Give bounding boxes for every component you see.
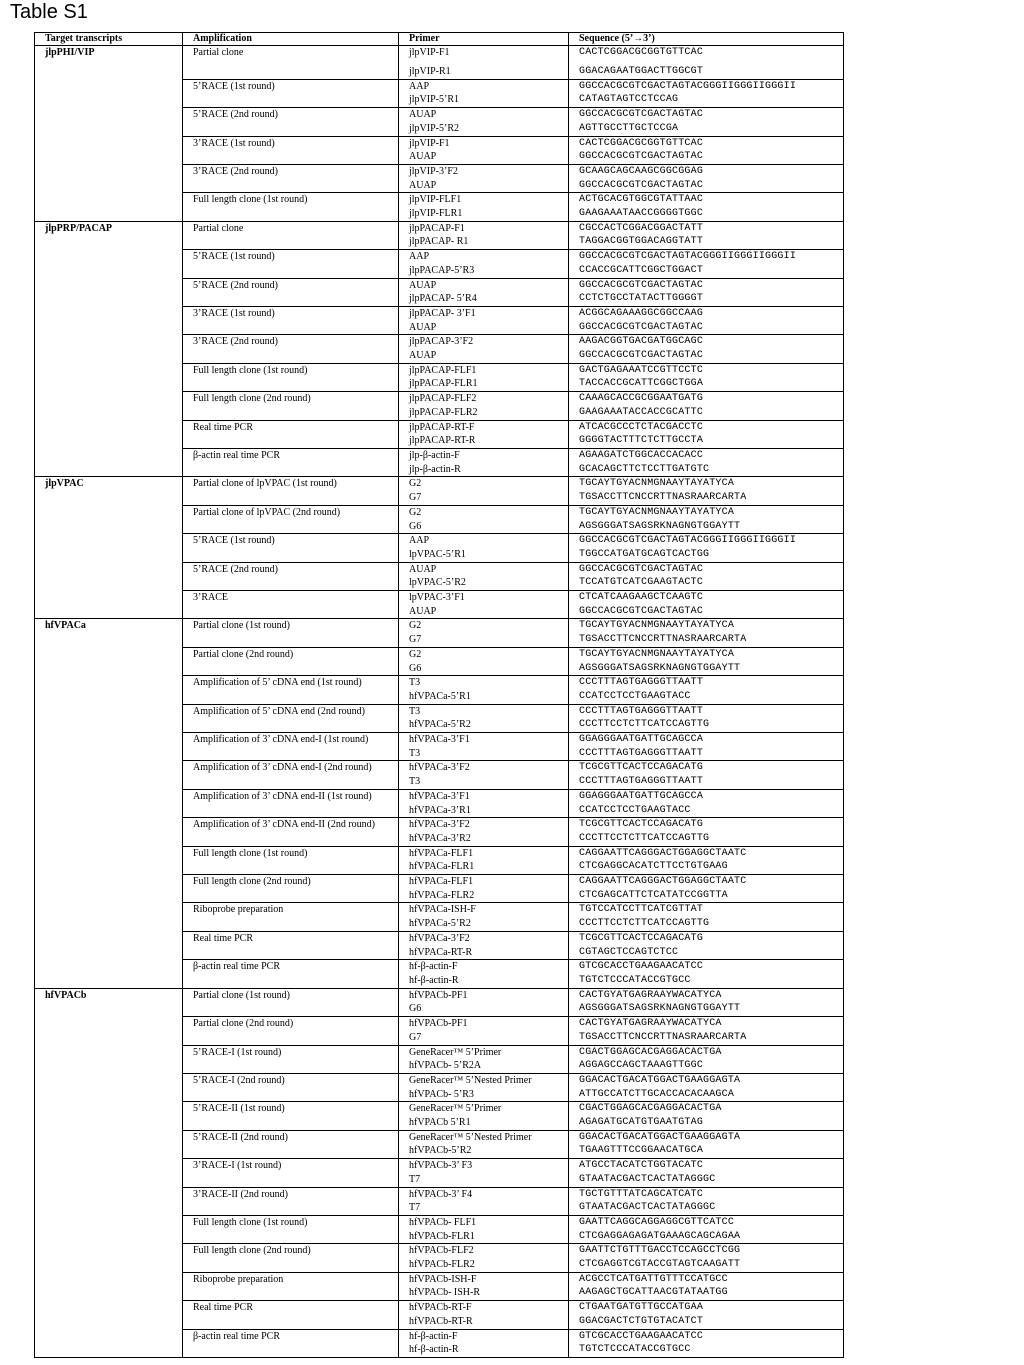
primer-cell: hf-β-actin-R	[399, 974, 569, 988]
amplification-cell: Partial clone (2nd round)	[183, 1017, 399, 1045]
sequence-cell: TGCAYTGYACNMGNAAYTAYATYCA	[569, 477, 844, 491]
sequence-cell: GGACGACTCTGTGTACATCT	[569, 1315, 844, 1329]
amplification-cell: 5’RACE-II (1st round)	[183, 1102, 399, 1130]
sequence-cell: TGCAYTGYACNMGNAAYTAYATYCA	[569, 647, 844, 661]
primer-cell: hfVPACb- ISH-R	[399, 1286, 569, 1300]
target-transcript-cell: jlpPRP/PACAP	[35, 221, 183, 477]
sequence-cell: CGTAGCTCCAGTCTCC	[569, 946, 844, 960]
sequence-cell: TGCAYTGYACNMGNAAYTAYATYCA	[569, 619, 844, 633]
primer-cell: G2	[399, 619, 569, 633]
primer-cell: hf-β-actin-F	[399, 960, 569, 974]
primer-cell: hfVPACb-FLF2	[399, 1244, 569, 1258]
sequence-cell: GAATTCAGGCAGGAGGCGTTCATCC	[569, 1215, 844, 1229]
amplification-cell: Amplification of 5’ cDNA end (1st round)	[183, 676, 399, 704]
primer-cell: T3	[399, 704, 569, 718]
primer-cell: G7	[399, 633, 569, 647]
primer-cell: T3	[399, 676, 569, 690]
table-row	[35, 619, 844, 633]
primer-cell: hfVPACa-3’F2	[399, 931, 569, 945]
primer-cell: jlpVIP-5’R2	[399, 122, 569, 136]
primer-cell: hfVPACa-RT-R	[399, 946, 569, 960]
sequence-cell: GGCCACGCGTCGACTAGTAC	[569, 349, 844, 363]
primer-cell: hf-β-actin-R	[399, 1343, 569, 1357]
primer-cell: jlpPACAP- 5’R4	[399, 292, 569, 306]
primer-cell: hfVPACa-ISH-F	[399, 903, 569, 917]
sequence-cell: CGACTGGAGCACGAGGACACTGA	[569, 1102, 844, 1116]
primer-cell: AUAP	[399, 349, 569, 363]
sequence-cell: TCGCGTTCACTCCAGACATG	[569, 818, 844, 832]
sequence-cell: AGAAGATCTGGCACCACACC	[569, 448, 844, 462]
primer-cell: AUAP	[399, 278, 569, 292]
amplification-cell: 3’RACE (1st round)	[183, 136, 399, 164]
sequence-cell: CTCATCAAGAAGCTCAAGTC	[569, 591, 844, 605]
primer-cell: AUAP	[399, 562, 569, 576]
primer-cell: hfVPACb-5’R2	[399, 1144, 569, 1158]
amplification-cell: 3’RACE	[183, 591, 399, 619]
primer-cell: hfVPACa-FLF1	[399, 846, 569, 860]
amplification-cell: Amplification of 5’ cDNA end (2nd round)	[183, 704, 399, 732]
amplification-cell: Amplification of 3’ cDNA end-I (1st round)	[183, 733, 399, 761]
amplification-cell: Partial clone (2nd round)	[183, 647, 399, 675]
primer-cell: T3	[399, 747, 569, 761]
primer-cell: hfVPACa-3’F2	[399, 761, 569, 775]
primer-cell: AUAP	[399, 179, 569, 193]
sequence-cell: CATAGTAGTCCTCCAG	[569, 93, 844, 107]
primer-cell: G2	[399, 505, 569, 519]
primer-cell: hfVPACb-PF1	[399, 1017, 569, 1031]
primer-cell: hfVPACa-5’R2	[399, 718, 569, 732]
sequence-cell: ATGCCTACATCTGGTACATC	[569, 1159, 844, 1173]
target-transcript-cell: jlpVPAC	[35, 477, 183, 619]
primer-cell: hfVPACa-3’R1	[399, 804, 569, 818]
primer-table	[34, 32, 844, 1358]
header-amplification: Amplification	[183, 33, 399, 46]
sequence-cell: AGSGGGATSAGSRKNAGNGTGGAYTT	[569, 662, 844, 676]
primer-cell: hfVPACb-FLR1	[399, 1230, 569, 1244]
primer-cell: jlpVIP-F1	[399, 136, 569, 150]
sequence-cell: GCACAGCTTCTCCTTGATGTC	[569, 463, 844, 477]
sequence-cell: GTCGCACCTGAAGAACATCC	[569, 1329, 844, 1343]
sequence-cell: TGTCTCCCATACCGTGCC	[569, 1343, 844, 1357]
primer-cell: hfVPACb-FLR2	[399, 1258, 569, 1272]
sequence-cell: CCCTTCCTCTTCATCCAGTTG	[569, 718, 844, 732]
primer-cell: T7	[399, 1201, 569, 1215]
sequence-cell: GACTGAGAAATCCGTTCCTC	[569, 363, 844, 377]
primer-cell: hfVPACb- 5’R2A	[399, 1059, 569, 1073]
amplification-cell: Full length clone (2nd round)	[183, 392, 399, 420]
primer-cell: G6	[399, 520, 569, 534]
primer-cell: hfVPACa-3’F2	[399, 818, 569, 832]
sequence-cell: GGACACTGACATGGACTGAAGGAGTA	[569, 1073, 844, 1087]
sequence-cell: CAGGAATTCAGGGACTGGAGGCTAATC	[569, 875, 844, 889]
sequence-cell: GAAGAAATACCACCGCATTC	[569, 406, 844, 420]
sequence-cell: GCAAGCAGCAAGCGGCGGAG	[569, 164, 844, 178]
primer-cell: jlpPACAP-FLR1	[399, 377, 569, 391]
primer-cell: hfVPACb-3’ F3	[399, 1159, 569, 1173]
amplification-cell: 5’RACE-I (1st round)	[183, 1045, 399, 1073]
amplification-cell: 3’RACE-II (2nd round)	[183, 1187, 399, 1215]
header-row	[35, 33, 844, 46]
header-target-transcripts: Target transcripts	[35, 33, 183, 46]
sequence-cell: ATTGCCATCTTGCACCACACAAGCA	[569, 1088, 844, 1102]
sequence-cell: GAATTCTGTTTGACCTCCAGCCTCGG	[569, 1244, 844, 1258]
sequence-cell: CGACTGGAGCACGAGGACACTGA	[569, 1045, 844, 1059]
header-primer: Primer	[399, 33, 569, 46]
sequence-cell: CCCTTTAGTGAGGGTTAATT	[569, 704, 844, 718]
primer-cell: lpVPAC-5’R1	[399, 548, 569, 562]
amplification-cell: Partial clone (1st round)	[183, 619, 399, 647]
sequence-cell: TGSACCTTCNCCRTTNASRAARCARTA	[569, 633, 844, 647]
sequence-cell: GGCCACGCGTCGACTAGTAC	[569, 278, 844, 292]
page-title: Table S1	[10, 1, 88, 23]
sequence-cell: CTCGAGGCACATCTTCCTGTGAAG	[569, 860, 844, 874]
primer-cell: G6	[399, 1002, 569, 1016]
primer-cell: jlp-β-actin-F	[399, 448, 569, 462]
amplification-cell: 3’RACE (1st round)	[183, 306, 399, 334]
primer-cell: jlpPACAP- R1	[399, 235, 569, 249]
table-row	[35, 988, 844, 1002]
sequence-cell: AGGAGCCAGCTAAAGTTGGC	[569, 1059, 844, 1073]
sequence-cell: GGACACTGACATGGACTGAAGGAGTA	[569, 1130, 844, 1144]
amplification-cell: Real time PCR	[183, 420, 399, 448]
sequence-cell: ACTGCACGTGGCGTATTAAC	[569, 193, 844, 207]
sequence-cell: CTCGAGGAGAGATGAAAGCAGCAGAA	[569, 1230, 844, 1244]
primer-cell: G7	[399, 1031, 569, 1045]
amplification-cell: 3’RACE (2nd round)	[183, 335, 399, 363]
amplification-cell: Real time PCR	[183, 931, 399, 959]
sequence-cell: TGAAGTTTCCGGAACATGCA	[569, 1144, 844, 1158]
sequence-cell: CCATCCTCCTGAAGTACC	[569, 690, 844, 704]
sequence-cell: TCGCGTTCACTCCAGACATG	[569, 931, 844, 945]
primer-cell: hfVPACb- FLF1	[399, 1215, 569, 1229]
sequence-cell: CACTGYATGAGRAAYWACATYCA	[569, 1017, 844, 1031]
sequence-cell: CACTCGGACGCGGTGTTCAC	[569, 136, 844, 150]
sequence-cell: CCATCCTCCTGAAGTACC	[569, 804, 844, 818]
sequence-cell: GGGGTACTTTCTCTTGCCTA	[569, 434, 844, 448]
sequence-cell: AAGAGCTGCATTAACGTATAATGG	[569, 1286, 844, 1300]
primer-cell: jlpPACAP-RT-F	[399, 420, 569, 434]
primer-cell: GeneRacer™ 5’Nested Primer	[399, 1073, 569, 1087]
sequence-cell: AGTTGCCTTGCTCCGA	[569, 122, 844, 136]
primer-cell: GeneRacer™ 5’Primer	[399, 1102, 569, 1116]
sequence-cell: GTCGCACCTGAAGAACATCC	[569, 960, 844, 974]
amplification-cell: 5’RACE (2nd round)	[183, 108, 399, 136]
sequence-cell: ACGCCTCATGATTGTTTCCATGCC	[569, 1272, 844, 1286]
primer-cell: jlpPACAP-3’F2	[399, 335, 569, 349]
header-sequence: Sequence (5’→3’)	[569, 33, 844, 46]
amplification-cell: 5’RACE-I (2nd round)	[183, 1073, 399, 1101]
target-transcript-cell: hfVPACb	[35, 988, 183, 1357]
sequence-cell: GGCCACGCGTCGACTAGTAC	[569, 321, 844, 335]
table-row	[35, 46, 844, 66]
primer-cell: hfVPACa-3’R2	[399, 832, 569, 846]
sequence-cell: CACTGYATGAGRAAYWACATYCA	[569, 988, 844, 1002]
sequence-cell: CCCTTCCTCTTCATCCAGTTG	[569, 832, 844, 846]
primer-cell: hf-β-actin-F	[399, 1329, 569, 1343]
amplification-cell: Amplification of 3’ cDNA end-I (2nd round)	[183, 761, 399, 789]
primer-cell: hfVPACa-3’F1	[399, 733, 569, 747]
sequence-cell: CTGAATGATGTTGCCATGAA	[569, 1301, 844, 1315]
amplification-cell: Full length clone (1st round)	[183, 363, 399, 391]
sequence-cell: CCACCGCATTCGGCTGGACT	[569, 264, 844, 278]
sequence-cell: TACCACCGCATTCGGCTGGA	[569, 377, 844, 391]
primer-cell: hfVPACb-PF1	[399, 988, 569, 1002]
sequence-cell: TGTCCATCCTTCATCGTTAT	[569, 903, 844, 917]
primer-cell: AUAP	[399, 605, 569, 619]
primer-cell: jlp-β-actin-R	[399, 463, 569, 477]
primer-cell: jlpVIP-F1	[399, 46, 569, 66]
sequence-cell: TCCATGTCATCGAAGTACTC	[569, 576, 844, 590]
primer-cell: lpVPAC-3’F1	[399, 591, 569, 605]
primer-cell: hfVPACb-RT-F	[399, 1301, 569, 1315]
primer-cell: AAP	[399, 79, 569, 93]
sequence-cell: GGCCACGCGTCGACTAGTACGGGIIGGGIIGGGII	[569, 534, 844, 548]
sequence-cell: TCGCGTTCACTCCAGACATG	[569, 761, 844, 775]
primer-cell: jlpPACAP-RT-R	[399, 434, 569, 448]
target-transcript-cell: jlpPHI/VIP	[35, 46, 183, 222]
primer-cell: T7	[399, 1173, 569, 1187]
sequence-cell: GGCCACGCGTCGACTAGTAC	[569, 108, 844, 122]
primer-cell: hfVPACa-FLF1	[399, 875, 569, 889]
sequence-cell: GGAGGGAATGATTGCAGCCA	[569, 733, 844, 747]
amplification-cell: Riboprobe preparation	[183, 903, 399, 931]
primer-cell: jlpPACAP-FLF1	[399, 363, 569, 377]
primer-cell: hfVPACb-RT-R	[399, 1315, 569, 1329]
amplification-cell: β-actin real time PCR	[183, 1329, 399, 1357]
sequence-cell: AAGACGGTGACGATGGCAGC	[569, 335, 844, 349]
sequence-cell: AGSGGGATSAGSRKNAGNGTGGAYTT	[569, 1002, 844, 1016]
sequence-cell: CAGGAATTCAGGGACTGGAGGCTAATC	[569, 846, 844, 860]
sequence-cell: GAAGAAATAACCGGGGTGGC	[569, 207, 844, 221]
primer-cell: AAP	[399, 250, 569, 264]
table-row	[35, 221, 844, 235]
primer-cell: jlpVIP-5’R1	[399, 93, 569, 107]
amplification-cell: Full length clone (2nd round)	[183, 1244, 399, 1272]
primer-cell: jlpPACAP-FLR2	[399, 406, 569, 420]
sequence-cell: ATCACGCCCTCTACGACCTC	[569, 420, 844, 434]
sequence-cell: GGACAGAATGGACTTGGCGT	[569, 65, 844, 79]
primer-cell: hfVPACa-5’R1	[399, 690, 569, 704]
sequence-cell: CTCGAGGTCGTACCGTAGTCAAGATT	[569, 1258, 844, 1272]
target-transcript-cell: hfVPACa	[35, 619, 183, 988]
primer-cell: hfVPACa-FLR2	[399, 889, 569, 903]
sequence-cell: AGAGATGCATGTGAATGTAG	[569, 1116, 844, 1130]
primer-cell: jlpVIP-3’F2	[399, 164, 569, 178]
amplification-cell: 5’RACE (2nd round)	[183, 278, 399, 306]
primer-cell: AUAP	[399, 321, 569, 335]
sequence-cell: GGCCACGCGTCGACTAGTAC	[569, 150, 844, 164]
sequence-cell: GGAGGGAATGATTGCAGCCA	[569, 789, 844, 803]
sequence-cell: CAAAGCACCGCGGAATGATG	[569, 392, 844, 406]
primer-cell: hfVPACb-ISH-F	[399, 1272, 569, 1286]
amplification-cell: β-actin real time PCR	[183, 448, 399, 476]
sequence-cell: CGCCACTCGGACGGACTATT	[569, 221, 844, 235]
amplification-cell: Riboprobe preparation	[183, 1272, 399, 1300]
primer-cell: jlpPACAP- 3’F1	[399, 306, 569, 320]
sequence-cell: TGCAYTGYACNMGNAAYTAYATYCA	[569, 505, 844, 519]
primer-cell: AUAP	[399, 150, 569, 164]
table-body	[35, 46, 844, 1358]
amplification-cell: Partial clone of lpVPAC (1st round)	[183, 477, 399, 505]
primer-cell: GeneRacer™ 5’Nested Primer	[399, 1130, 569, 1144]
sequence-cell: GGCCACGCGTCGACTAGTAC	[569, 179, 844, 193]
amplification-cell: 3’RACE (2nd round)	[183, 164, 399, 192]
primer-cell: hfVPACb- 5’R3	[399, 1088, 569, 1102]
sequence-cell: TAGGACGGTGGACAGGTATT	[569, 235, 844, 249]
sequence-cell: TGTCTCCCATACCGTGCC	[569, 974, 844, 988]
sequence-cell: GGCCACGCGTCGACTAGTAC	[569, 562, 844, 576]
sequence-cell: GTAATACGACTCACTATAGGGC	[569, 1201, 844, 1215]
primer-cell: hfVPACb-3’ F4	[399, 1187, 569, 1201]
amplification-cell: Full length clone (2nd round)	[183, 875, 399, 903]
table-row	[35, 477, 844, 491]
sequence-cell: TGSACCTTCNCCRTTNASRAARCARTA	[569, 1031, 844, 1045]
amplification-cell: 5’RACE (1st round)	[183, 79, 399, 107]
sequence-cell: ACGGCAGAAAGGCGGCCAAG	[569, 306, 844, 320]
primer-cell: hfVPACa-5’R2	[399, 917, 569, 931]
amplification-cell: 5’RACE-II (2nd round)	[183, 1130, 399, 1158]
primer-cell: GeneRacer™ 5’Primer	[399, 1045, 569, 1059]
sequence-cell: CTCGAGCATTCTCATATCCGGTTA	[569, 889, 844, 903]
primer-cell: G2	[399, 477, 569, 491]
amplification-cell: Amplification of 3’ cDNA end-II (2nd round)	[183, 818, 399, 846]
amplification-cell: Partial clone (1st round)	[183, 988, 399, 1016]
primer-cell: G2	[399, 647, 569, 661]
primer-cell: G6	[399, 662, 569, 676]
primer-cell: G7	[399, 491, 569, 505]
amplification-cell: 5’RACE (2nd round)	[183, 562, 399, 590]
primer-cell: jlpVIP-FLF1	[399, 193, 569, 207]
primer-cell: lpVPAC-5’R2	[399, 576, 569, 590]
sequence-cell: TGCTGTTTATCAGCATCATC	[569, 1187, 844, 1201]
primer-cell: AUAP	[399, 108, 569, 122]
primer-cell: hfVPACa-FLR1	[399, 860, 569, 874]
sequence-cell: AGSGGGATSAGSRKNAGNGTGGAYTT	[569, 520, 844, 534]
primer-cell: hfVPACb 5’R1	[399, 1116, 569, 1130]
amplification-cell: Full length clone (1st round)	[183, 193, 399, 221]
amplification-cell: Partial clone	[183, 46, 399, 80]
amplification-cell: 5’RACE (1st round)	[183, 250, 399, 278]
sequence-cell: CCCTTTAGTGAGGGTTAATT	[569, 747, 844, 761]
amplification-cell: 5’RACE (1st round)	[183, 534, 399, 562]
sequence-cell: CCCTTTAGTGAGGGTTAATT	[569, 676, 844, 690]
primer-cell: jlpPACAP-F1	[399, 221, 569, 235]
amplification-cell: Amplification of 3’ cDNA end-II (1st round)	[183, 789, 399, 817]
sequence-cell: CCTCTGCCTATACTTGGGGT	[569, 292, 844, 306]
sequence-cell: TGSACCTTCNCCRTTNASRAARCARTA	[569, 491, 844, 505]
sequence-cell: CCCTTCCTCTTCATCCAGTTG	[569, 917, 844, 931]
amplification-cell: Partial clone of lpVPAC (2nd round)	[183, 505, 399, 533]
amplification-cell: 3’RACE-I (1st round)	[183, 1159, 399, 1187]
primer-cell: hfVPACa-3’F1	[399, 789, 569, 803]
primer-cell: T3	[399, 775, 569, 789]
sequence-cell: GTAATACGACTCACTATAGGGC	[569, 1173, 844, 1187]
sequence-cell: GGCCACGCGTCGACTAGTACGGGIIGGGIIGGGII	[569, 250, 844, 264]
amplification-cell: β-actin real time PCR	[183, 960, 399, 988]
sequence-cell: CACTCGGACGCGGTGTTCAC	[569, 46, 844, 66]
primer-cell: jlpVIP-R1	[399, 65, 569, 79]
amplification-cell: Partial clone	[183, 221, 399, 249]
sequence-cell: GGCCACGCGTCGACTAGTACGGGIIGGGIIGGGII	[569, 79, 844, 93]
primer-cell: jlpPACAP-FLF2	[399, 392, 569, 406]
primer-cell: jlpVIP-FLR1	[399, 207, 569, 221]
amplification-cell: Full length clone (1st round)	[183, 1215, 399, 1243]
sequence-cell: GGCCACGCGTCGACTAGTAC	[569, 605, 844, 619]
primer-cell: jlpPACAP-5’R3	[399, 264, 569, 278]
amplification-cell: Real time PCR	[183, 1301, 399, 1329]
sequence-cell: TGGCCATGATGCAGTCACTGG	[569, 548, 844, 562]
primer-cell: AAP	[399, 534, 569, 548]
sequence-cell: CCCTTTAGTGAGGGTTAATT	[569, 775, 844, 789]
amplification-cell: Full length clone (1st round)	[183, 846, 399, 874]
